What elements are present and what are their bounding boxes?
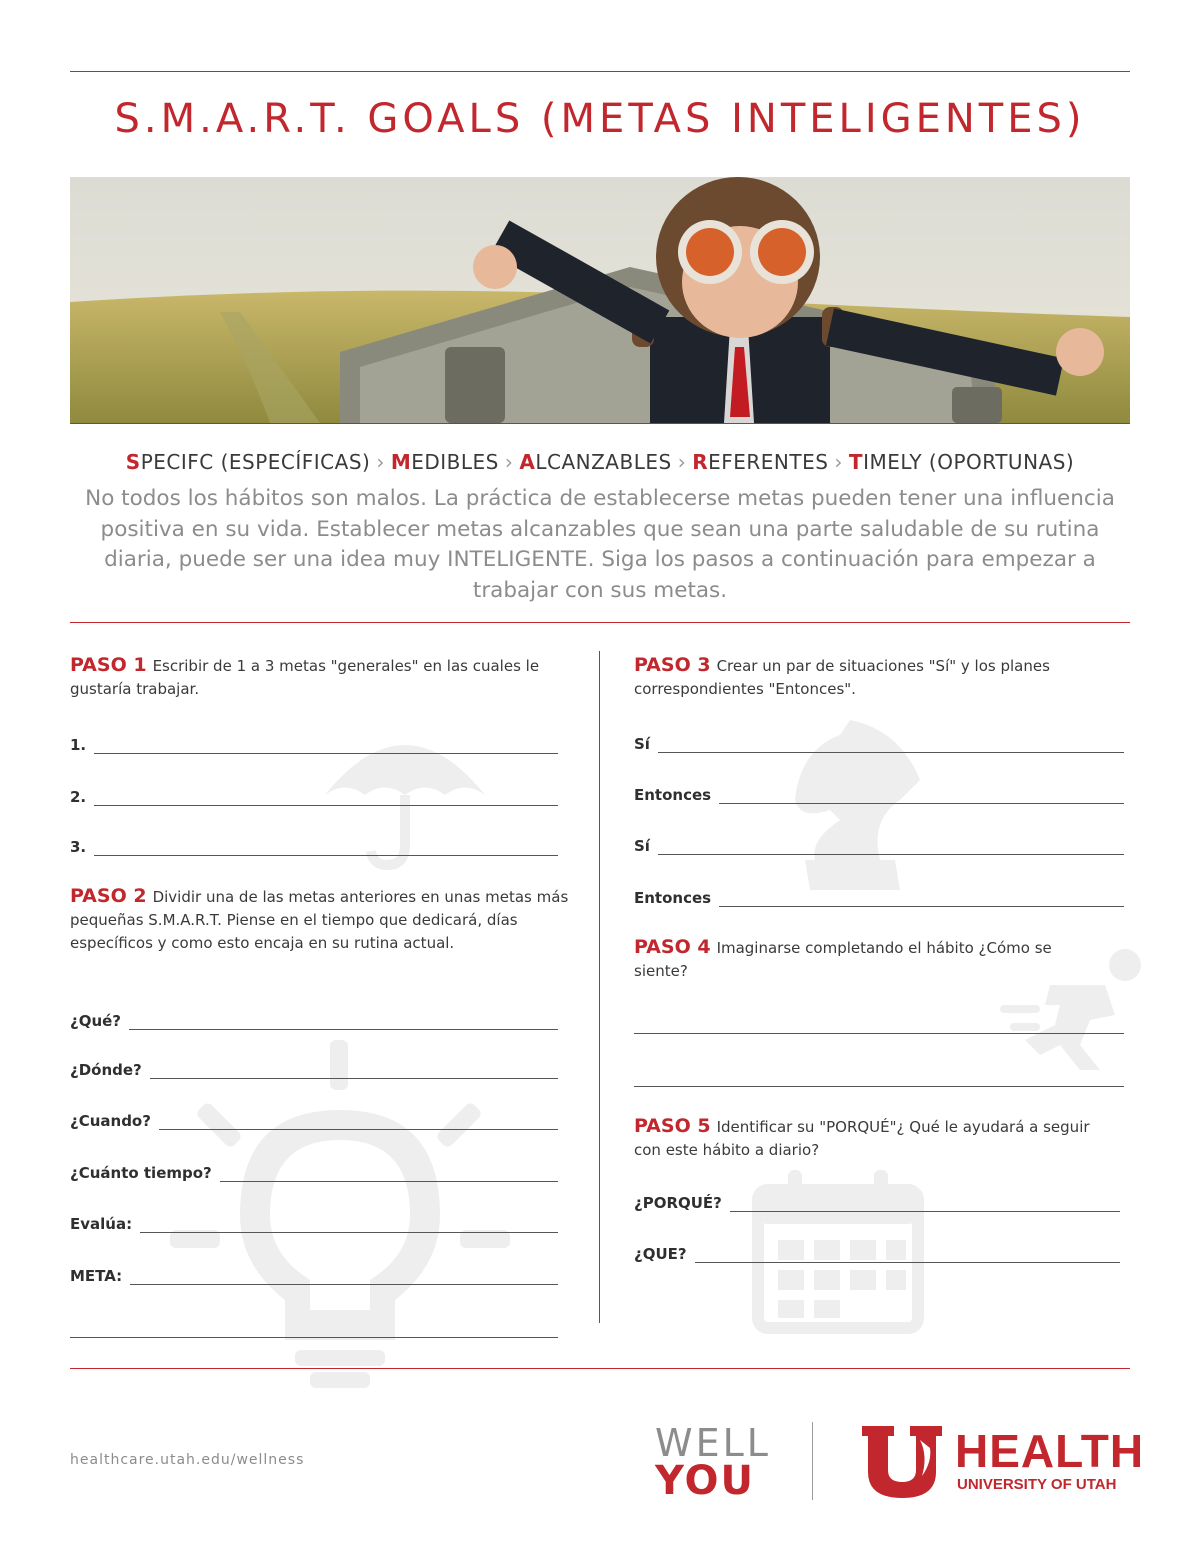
university-of-utah-wordmark: UNIVERSITY OF UTAH [957,1476,1117,1493]
smart-r-word: EFERENTES [708,450,829,474]
si-1-field[interactable] [634,731,1124,753]
smart-m-word: EDIBLES [411,450,499,474]
que-why-label: ¿QUE? [634,1245,687,1263]
paso2-label: PASO 2 [70,885,147,907]
block-u-icon [862,1426,942,1498]
donde-field[interactable] [70,1057,558,1079]
paso1-label: PASO 1 [70,654,147,676]
smart-t-letter: T [848,450,864,474]
cuanto-tiempo-field[interactable] [70,1160,558,1182]
si-1-label: Sí [634,735,650,753]
hero-image [70,177,1130,423]
section-rule [70,622,1130,623]
paso1-heading [70,654,570,701]
smart-t-word: IMELY (OPORTUNAS) [863,450,1075,474]
goal-3-field[interactable] [70,834,558,856]
porque-field[interactable] [634,1190,1120,1212]
goal-1-field[interactable] [70,732,558,754]
paso1-text: Escribir de 1 a 3 metas "generales" en las cuales le gustaría trabajar. [70,657,540,698]
paso5-text: Identificar su "PORQUÉ"¿ Qué le ayudará a seguir con este hábito a diario? [634,1118,1090,1159]
goal-2-label: 2. [70,788,87,806]
si-2-field[interactable] [634,833,1124,855]
paso5-label: PASO 5 [634,1115,711,1137]
chevron-right-icon: › [677,450,687,474]
column-divider [599,651,600,1323]
cuanto-tiempo-label: ¿Cuánto tiempo? [70,1164,212,1182]
paso4-text: Imaginarse completando el hábito ¿Cómo se siente? [634,939,1052,980]
si-2-label: Sí [634,837,650,855]
goal-3-label: 3. [70,838,87,856]
que-label: ¿Qué? [70,1012,122,1030]
university-of-utah-health-logo [862,1424,1145,1498]
goal-1-label: 1. [70,736,87,754]
smart-r-letter: R [692,450,709,474]
chevron-right-icon: › [504,450,514,474]
paso4-line-1[interactable] [634,1012,1124,1034]
meta-field[interactable] [70,1263,558,1285]
meta-label: META: [70,1267,123,1285]
paso5-heading [634,1115,1114,1162]
smart-a-word: LCANZABLES [535,450,672,474]
well-you-logo-well: WELL [655,1421,771,1465]
que-why-field[interactable] [634,1241,1120,1263]
paso3-heading [634,654,1114,701]
meta-extra-line[interactable] [70,1316,558,1338]
entonces-2-field[interactable] [634,885,1124,907]
entonces-1-field[interactable] [634,782,1124,804]
chevron-right-icon: › [834,450,843,474]
footer-url: healthcare.utah.edu/wellness [70,1452,305,1468]
cuando-label: ¿Cuando? [70,1112,151,1130]
paso3-text: Crear un par de situaciones "Sí" y los planes correspondientes "Entonces". [634,657,1050,698]
que-field[interactable] [70,1008,558,1030]
paso2-text: Dividir una de las metas anteriores en unas metas más pequeñas S.M.A.R.T. Piense en el tiempo que dedicará, días específicos y como esto encaja en su rutina actual. [70,888,569,952]
hero-underline [70,423,1130,424]
donde-label: ¿Dónde? [70,1061,142,1079]
well-you-logo-you: YOU [655,1458,756,1504]
paso3-label: PASO 3 [634,654,711,676]
smart-a-letter: A [519,450,536,474]
page-title: S.M.A.R.T. GOALS (METAS INTELIGENTES) [114,96,1086,142]
smart-m-letter: M [390,450,412,474]
smart-s-letter: S [125,450,141,474]
smart-s-word: PECIFC (ESPECÍFICAS) [140,450,371,474]
intro-paragraph: No todos los hábitos son malos. La práctica de establecerse metas pueden tener una influencia positiva en su vida. Establecer metas alcanzables que sean una parte saludable de su rutina diaria, puede ser una idea muy INTELIGENTE. Siga los pasos a continuación para empezar a trabajar con sus metas. [85,486,1115,603]
top-rule [70,71,1130,72]
entonces-2-label: Entonces [634,889,712,907]
evalua-field[interactable] [70,1211,558,1233]
paso4-label: PASO 4 [634,936,711,958]
entonces-1-label: Entonces [634,786,712,804]
cuando-field[interactable] [70,1108,558,1130]
goal-2-field[interactable] [70,784,558,806]
paso2-heading [70,885,570,955]
health-wordmark: HEALTH [955,1425,1145,1477]
evalua-label: Evalúa: [70,1215,133,1233]
footer-rule [70,1368,1130,1369]
logo-separator [812,1422,813,1500]
smart-acronym [70,450,1130,474]
paso4-heading [634,936,1104,983]
well-you-logo [655,1421,771,1504]
paso4-line-2[interactable] [634,1065,1124,1087]
porque-label: ¿PORQUÉ? [634,1194,722,1212]
chevron-right-icon: › [376,450,385,474]
